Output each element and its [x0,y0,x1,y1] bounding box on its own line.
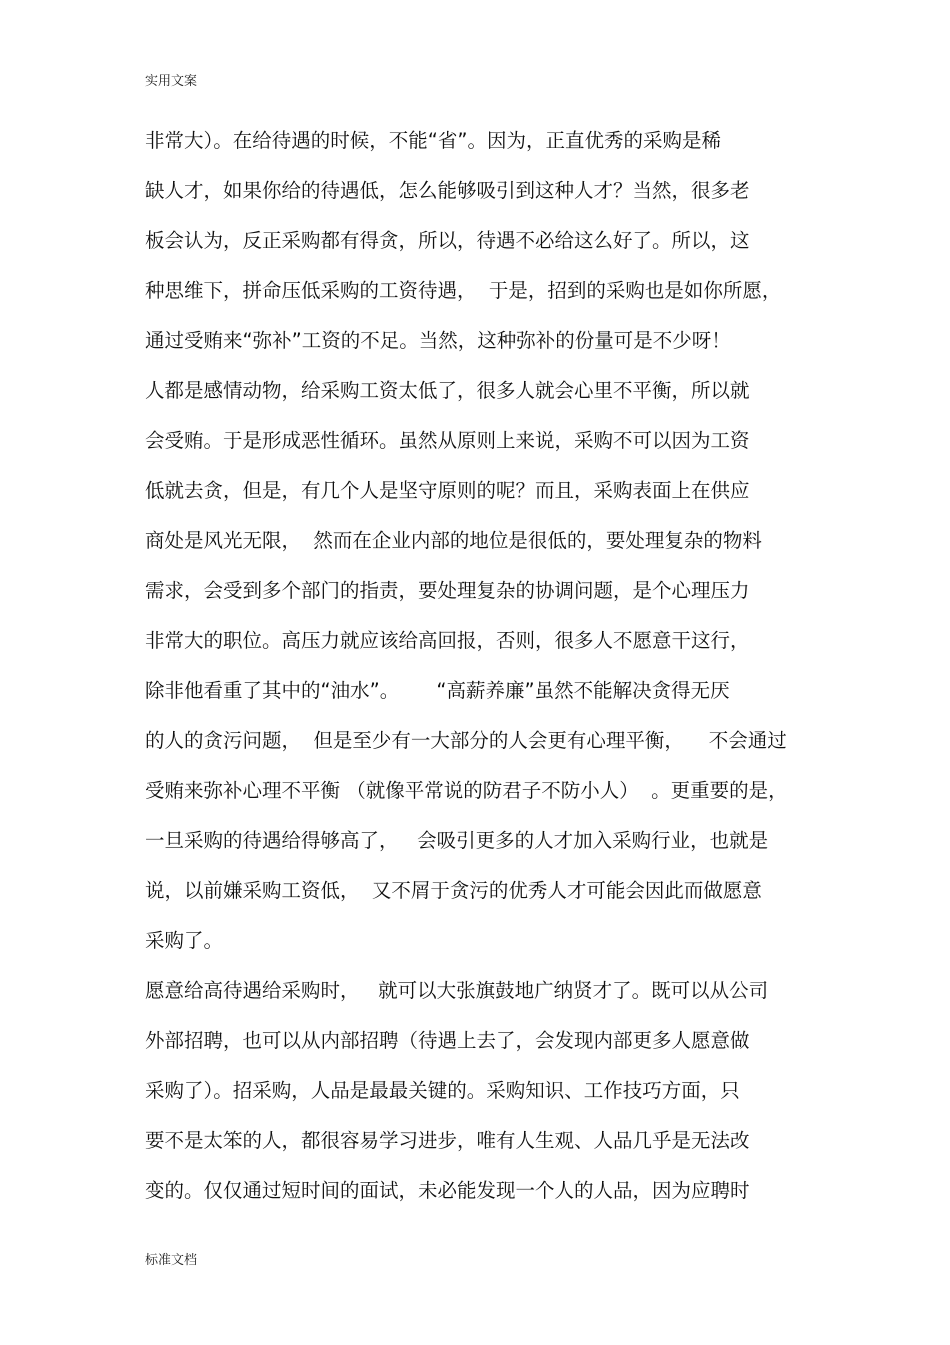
body-line-14: 受贿来弥补心理不平衡 （就像平常说的防君子不防小人） 。更重要的是， [145,779,788,802]
body-line-20: 采购了）。招采购，人品是最最关键的。采购知识、工作技巧方面，只 [145,1079,740,1102]
body-line-2: 缺人才，如果你给的待遇低，怎么能够吸引到这种人才？当然，很多老 [145,179,750,202]
body-line-4: 种思维下，拼命压低采购的工资待遇， 于是，招到的采购也是如你所愿， [145,279,782,302]
body-line-22: 变的。仅仅通过短时间的面试，未必能发现一个人的人品，因为应聘时 [145,1179,750,1202]
page-footer: 标准文档 [145,1253,198,1268]
body-line-7: 会受贿。于是形成恶性循环。虽然从原则上来说，采购不可以因为工资 [145,429,750,452]
body-line-13: 的人的贪污问题， 但是至少有一大部分的人会更有心理平衡， 不会通过 [145,729,787,752]
body-line-8: 低就去贪，但是，有几个人是坚守原则的呢？而且，采购表面上在供应 [145,479,750,502]
body-line-11: 非常大的职位。高压力就应该给高回报，否则，很多人不愿意干这行， [145,629,750,652]
body-line-9: 商处是风光无限， 然而在企业内部的地位是很低的，要处理复杂的物料 [145,529,762,552]
body-line-21: 要不是太笨的人，都很容易学习进步，唯有人生观、人品几乎是无法改 [145,1129,750,1152]
body-line-17: 采购了。 [145,929,224,952]
body-line-6: 人都是感情动物，给采购工资太低了，很多人就会心里不平衡，所以就 [145,379,750,402]
body-line-18: 愿意给高待遇给采购时， 就可以大张旗鼓地广纳贤才了。既可以从公司 [145,979,769,1002]
body-line-16: 说，以前嫌采购工资低， 又不屑于贪污的优秀人才可能会因此而做愿意 [145,879,762,902]
body-line-19: 外部招聘，也可以从内部招聘（待遇上去了，会发现内部更多人愿意做 [145,1029,750,1052]
body-line-10: 需求，会受到多个部门的指责，要处理复杂的协调问题，是个心理压力 [145,579,750,602]
body-line-5: 通过受贿来“弥补”工资的不足。当然，这种弥补的份量可是不少呀！ [145,329,731,352]
body-line-3: 板会认为，反正采购都有得贪，所以，待遇不必给这么好了。所以，这 [145,229,750,252]
body-line-15: 一旦采购的待遇给得够高了， 会吸引更多的人才加入采购行业，也就是 [145,829,769,852]
body-line-12: 除非他看重了其中的“油水”。 “高薪养廉”虽然不能解决贪得无厌 [145,679,730,702]
page-header: 实用文案 [145,74,198,89]
body-line-1: 非常大）。在给待遇的时候，不能“省”。因为，正直优秀的采购是稀 [145,129,721,152]
